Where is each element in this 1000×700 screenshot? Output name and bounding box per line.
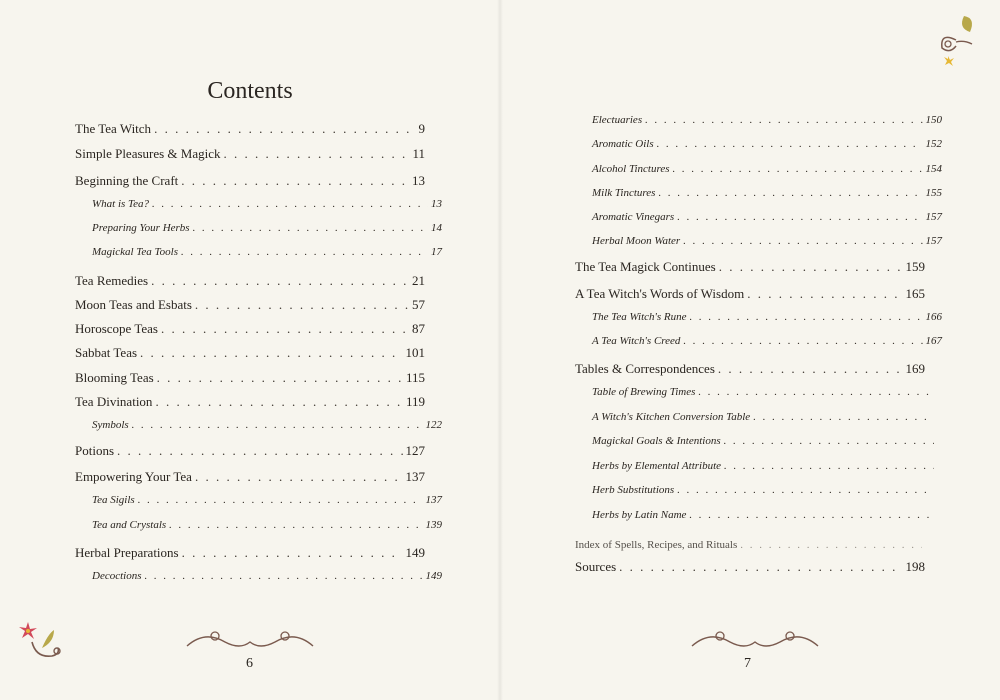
toc-entry: Blooming Teas . . . 115: [75, 370, 425, 388]
toc-subentry: Milk Tinctures . . . 155: [575, 187, 942, 205]
toc-subentry: Herbal Moon Water . . . 157: [575, 235, 942, 253]
decorative-flourish-icon: [690, 626, 820, 652]
toc-subentry: Tea and Crystals . . . 139: [75, 519, 442, 537]
leaf-ornament-icon: [934, 14, 984, 66]
flower-ornament-icon: [14, 618, 64, 664]
page-title: Contents: [207, 78, 293, 104]
toc-subentry: Alcohol Tinctures . . . 154: [575, 163, 942, 181]
toc-subentry: Tea Sigils . . . 137: [75, 494, 442, 512]
toc-entry: Herbal Preparations . . . 149: [75, 545, 425, 563]
page-number: 6: [246, 656, 253, 671]
toc-subentry: Decoctions . . . 149: [75, 570, 442, 588]
toc-entry: Simple Pleasures & Magick . . . 11: [75, 146, 425, 164]
toc-subentry: A Witch's Kitchen Conversion Table . . .: [575, 411, 937, 429]
toc-entry: Sabbat Teas . . . 101: [75, 345, 425, 363]
toc-entry: The Tea Magick Continues . . . 159: [575, 259, 925, 277]
toc-subentry: Magickal Tea Tools . . . 17: [75, 246, 442, 264]
toc-subentry: What is Tea? . . . 13: [75, 198, 442, 216]
toc-subentry: Aromatic Oils . . . 152: [575, 138, 942, 156]
toc-subentry: Table of Brewing Times . . .: [575, 386, 937, 404]
toc-entry: Horoscope Teas . . . 87: [75, 321, 425, 339]
toc-entry: Moon Teas and Esbats . . . 57: [75, 297, 425, 315]
toc-entry: Tea Divination . . . 119: [75, 394, 425, 412]
toc-subentry: Electuaries . . . 150: [575, 114, 942, 132]
toc-entry: Tea Remedies . . . 21: [75, 273, 425, 291]
toc-entry: Beginning the Craft . . . 13: [75, 173, 425, 191]
toc-subentry: Preparing Your Herbs . . . 14: [75, 222, 442, 240]
toc-subentry: Herbs by Latin Name . . .: [575, 509, 937, 527]
toc-subentry: The Tea Witch's Rune . . . 166: [575, 311, 942, 329]
toc-subentry: Aromatic Vinegars . . . 157: [575, 211, 942, 229]
toc-subentry: Herb Substitutions . . .: [575, 484, 937, 502]
toc-entry: The Tea Witch . . . 9: [75, 121, 425, 139]
toc-subentry: Symbols . . . 122: [75, 419, 442, 437]
toc-subentry: Magickal Goals & Intentions . . .: [575, 435, 937, 453]
right-page: [500, 0, 1000, 700]
toc-entry: Potions . . . 127: [75, 443, 425, 461]
toc-entry: Tables & Correspondences . . . 169: [575, 361, 925, 379]
toc-entry: Empowering Your Tea . . . 137: [75, 469, 425, 487]
toc-subentry: Herbs by Elemental Attribute . . .: [575, 460, 937, 478]
toc-entry: A Tea Witch's Words of Wisdom . . . 165: [575, 286, 925, 304]
decorative-flourish-icon: [185, 626, 315, 652]
toc-entry: Index of Spells, Recipes, and Rituals . . .: [575, 539, 925, 557]
page-number: 7: [744, 656, 751, 671]
toc-subentry: A Tea Witch's Creed . . . 167: [575, 335, 942, 353]
toc-entry: Sources . . . 198: [575, 559, 925, 577]
